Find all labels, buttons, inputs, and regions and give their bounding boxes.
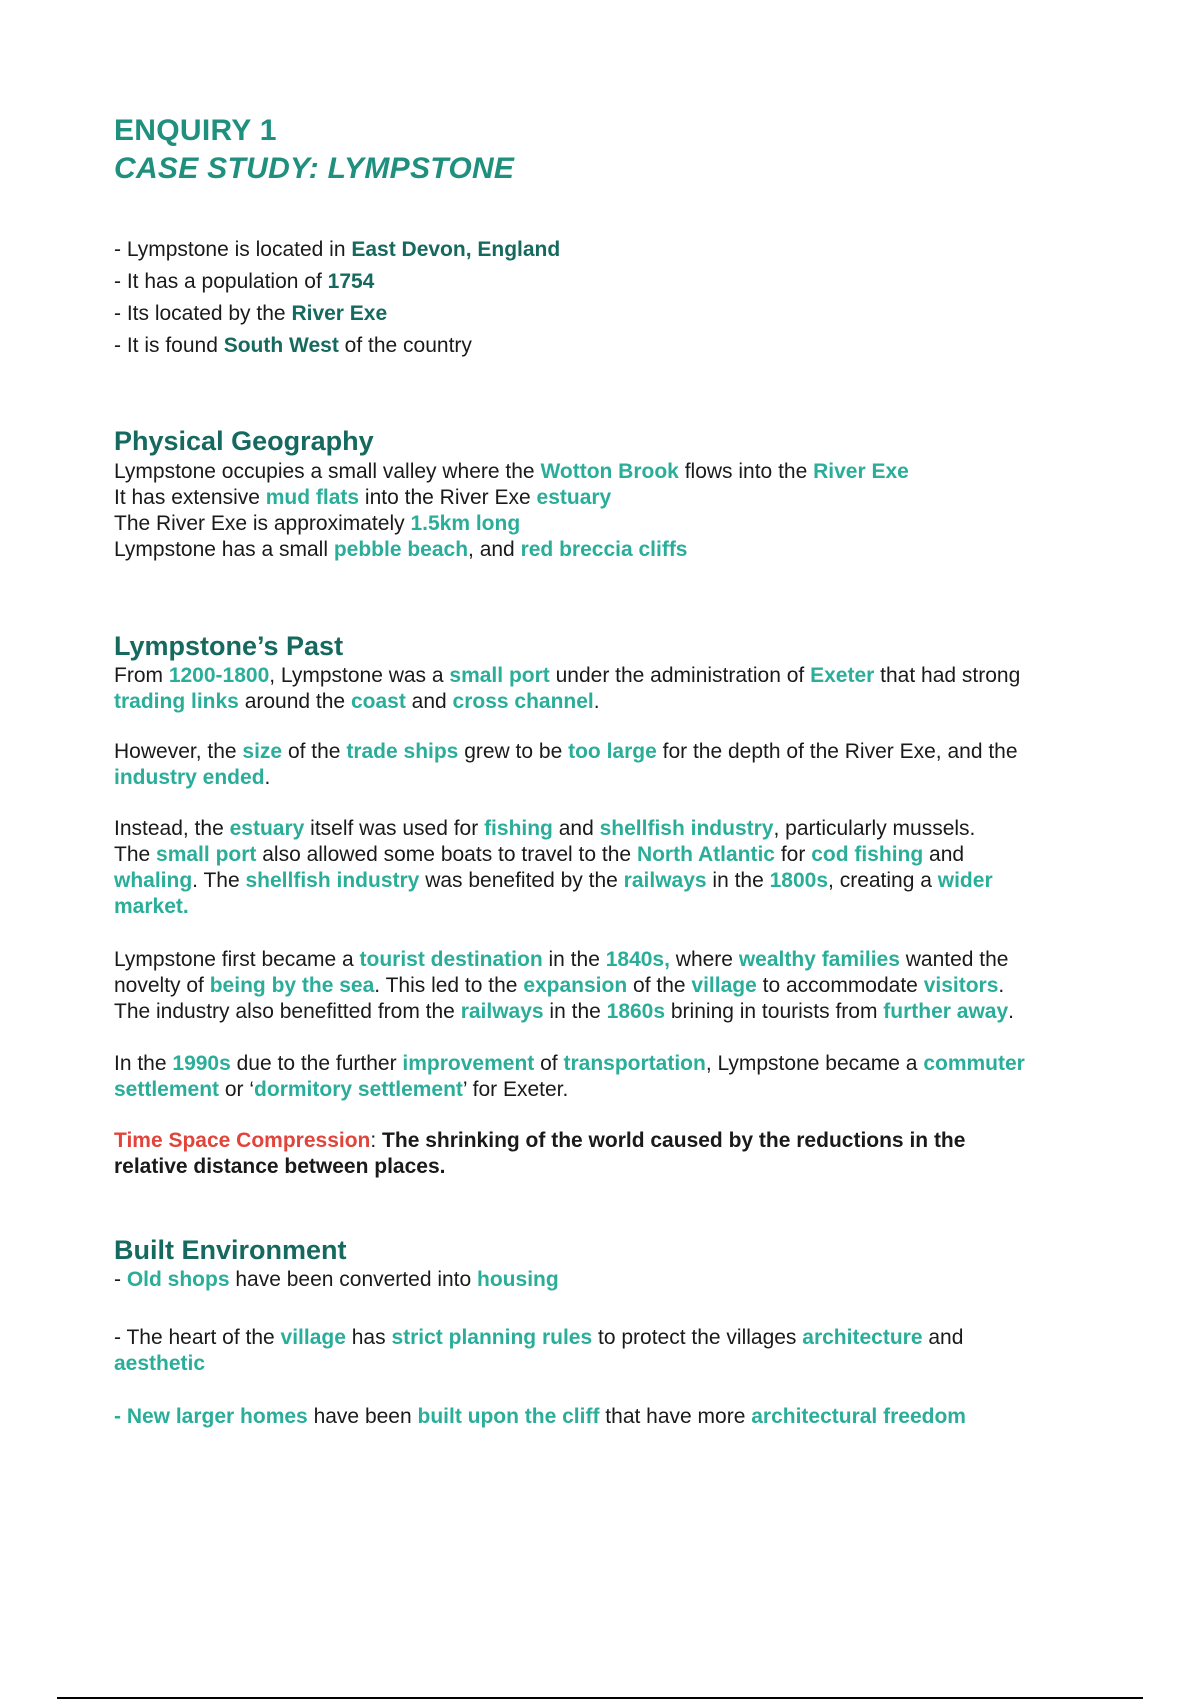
text-line <box>114 485 1094 511</box>
highlighted-term: River Exe <box>813 460 909 483</box>
text-span: grew to be <box>458 740 569 763</box>
highlighted-term: commuter <box>923 1052 1025 1075</box>
text-span: was benefited by the <box>419 869 624 892</box>
past-heading: Lympstone’s Past <box>114 631 344 661</box>
highlighted-term: 1.5km long <box>410 512 521 535</box>
text-span: . This led to the <box>374 974 524 997</box>
enquiry-title: ENQUIRY 1 <box>114 114 277 147</box>
past-paragraph-1 <box>114 663 1094 715</box>
text-span: , particularly mussels. <box>773 817 976 840</box>
highlighted-term: housing <box>477 1268 559 1291</box>
text-span: under the administration of <box>549 664 811 687</box>
text-span: - Lympstone is located in <box>114 238 352 261</box>
text-span: From <box>114 664 169 687</box>
highlighted-term: Wotton Brook <box>540 460 679 483</box>
text-span: Lympstone first became a <box>114 948 360 971</box>
highlighted-term: shellfish industry <box>599 817 774 840</box>
highlighted-term: trading links <box>114 690 239 713</box>
text-span: that have more <box>599 1405 752 1428</box>
text-span: to accommodate <box>756 974 924 997</box>
text-span: - The heart of the <box>114 1326 281 1349</box>
text-line <box>114 511 1094 537</box>
text-span: , and <box>468 538 521 561</box>
text-line <box>114 842 1094 868</box>
highlighted-term: shellfish industry <box>245 869 420 892</box>
text-span: - Its located by the <box>114 302 292 325</box>
highlighted-term: transportation <box>563 1052 706 1075</box>
highlighted-term: built upon the cliff <box>417 1405 600 1428</box>
text-span: have been <box>307 1405 418 1428</box>
text-line <box>114 894 1094 920</box>
text-span: in the <box>542 948 606 971</box>
text-span: into the River Exe <box>359 486 537 509</box>
text-span: where <box>669 948 739 971</box>
text-span: around the <box>238 690 351 713</box>
text-span: - It has a population of <box>114 270 328 293</box>
highlighted-term: 1800s <box>769 869 829 892</box>
text-line <box>114 868 1094 894</box>
physical-geography-text <box>114 459 1094 563</box>
highlighted-term: 1990s <box>172 1052 231 1075</box>
text-span: brining in tourists from <box>665 1000 884 1023</box>
text-span: of <box>534 1052 564 1075</box>
past-paragraph-3 <box>114 816 1094 920</box>
text-span: In the <box>114 1052 173 1075</box>
highlighted-term: small port <box>156 843 257 866</box>
built-bullet-2 <box>114 1325 1094 1377</box>
highlighted-term: South West <box>223 334 339 357</box>
text-line <box>114 1051 1094 1077</box>
text-span: and <box>552 817 600 840</box>
text-line <box>114 999 1094 1025</box>
page-divider <box>57 1697 1143 1699</box>
highlighted-term: 1860s <box>606 1000 666 1023</box>
past-paragraph-5 <box>114 1051 1094 1103</box>
highlighted-term: 1840s, <box>605 948 670 971</box>
text-span: itself was used for <box>304 817 485 840</box>
text-span: for the depth of the River Exe, and the <box>656 740 1018 763</box>
text-span: , creating a <box>828 869 938 892</box>
highlighted-term: too large <box>568 740 657 763</box>
highlighted-term: - <box>114 1405 127 1428</box>
text-span: of the country <box>338 334 472 357</box>
text-line <box>114 947 1094 973</box>
text-span: and <box>923 843 965 866</box>
highlighted-term: industry ended <box>114 766 265 789</box>
highlighted-term: wider <box>937 869 993 892</box>
text-line <box>114 739 1094 765</box>
text-span: . <box>593 690 600 713</box>
highlighted-term: small port <box>449 664 550 687</box>
intro-list <box>114 234 1094 362</box>
text-span: have been converted into <box>229 1268 478 1291</box>
text-span: : <box>370 1129 383 1152</box>
text-line <box>114 1154 1094 1180</box>
text-span: . <box>998 974 1005 997</box>
highlighted-term: 1200-1800 <box>168 664 270 687</box>
past-paragraph-2 <box>114 739 1094 791</box>
highlighted-term: settlement <box>114 1078 220 1101</box>
highlighted-term: expansion <box>523 974 628 997</box>
text-line <box>114 1128 1094 1154</box>
built-bullet-1 <box>114 1267 1094 1293</box>
highlighted-term: whaling <box>114 869 193 892</box>
highlighted-term: aesthetic <box>114 1352 206 1375</box>
highlighted-term: estuary <box>229 817 305 840</box>
text-line <box>114 1404 1094 1430</box>
text-line <box>114 689 1094 715</box>
highlighted-term: The shrinking of the world caused by the reductions in the <box>382 1129 966 1152</box>
text-span: of the <box>627 974 692 997</box>
text-line <box>114 537 1094 563</box>
text-line <box>114 973 1094 999</box>
highlighted-term: Old shops <box>126 1268 230 1291</box>
text-line <box>114 1077 1094 1103</box>
text-line <box>114 459 1094 485</box>
text-span: Lympstone occupies a small valley where the <box>114 460 541 483</box>
highlighted-term: Time Space Compression <box>114 1129 371 1152</box>
text-span: has <box>345 1326 392 1349</box>
highlighted-term: trade ships <box>346 740 459 763</box>
highlighted-term: cross channel <box>452 690 594 713</box>
text-span: that had strong <box>874 664 1021 687</box>
text-line <box>114 298 1094 330</box>
text-line <box>114 1267 1094 1293</box>
text-span: and <box>405 690 453 713</box>
highlighted-term: Exeter <box>810 664 875 687</box>
text-span: in the <box>543 1000 607 1023</box>
physical-geography-heading: Physical Geography <box>114 426 374 456</box>
highlighted-term: pebble beach <box>333 538 469 561</box>
highlighted-term: East Devon, England <box>351 238 561 261</box>
highlighted-term: relative distance between places. <box>114 1155 446 1178</box>
highlighted-term: visitors <box>923 974 999 997</box>
text-span: . <box>264 766 271 789</box>
text-span: Lympstone has a small <box>114 538 334 561</box>
highlighted-term: size <box>242 740 283 763</box>
highlighted-term: railways <box>623 869 707 892</box>
text-span: The <box>114 843 157 866</box>
text-line <box>114 663 1094 689</box>
highlighted-term: coast <box>350 690 406 713</box>
highlighted-term: architectural freedom <box>751 1405 966 1428</box>
highlighted-term: River Exe <box>291 302 388 325</box>
text-line <box>114 266 1094 298</box>
highlighted-term: dormitory settlement <box>254 1078 463 1101</box>
highlighted-term: market. <box>114 895 189 918</box>
text-span: for <box>775 843 812 866</box>
highlighted-term: estuary <box>536 486 612 509</box>
highlighted-term: railways <box>460 1000 544 1023</box>
highlighted-term: architecture <box>802 1326 923 1349</box>
text-span: and <box>922 1326 964 1349</box>
text-span: also allowed some boats to travel to the <box>256 843 637 866</box>
text-span: due to the further <box>230 1052 403 1075</box>
highlighted-term: village <box>691 974 757 997</box>
text-span: - <box>114 1268 127 1291</box>
highlighted-term: cod fishing <box>811 843 924 866</box>
text-span: wanted the <box>899 948 1009 971</box>
text-span: or ‘ <box>219 1078 255 1101</box>
text-span: . The <box>192 869 246 892</box>
highlighted-term: further away <box>883 1000 1009 1023</box>
highlighted-term: village <box>280 1326 346 1349</box>
highlighted-term: being by the sea <box>209 974 375 997</box>
text-span: However, the <box>114 740 243 763</box>
highlighted-term: wealthy families <box>738 948 900 971</box>
highlighted-term: mud flats <box>265 486 360 509</box>
highlighted-term: New larger homes <box>126 1405 308 1428</box>
text-line <box>114 1351 1094 1377</box>
highlighted-term: 1754 <box>327 270 375 293</box>
case-study-title: CASE STUDY: LYMPSTONE <box>114 152 515 185</box>
highlighted-term: improvement <box>402 1052 535 1075</box>
highlighted-term: fishing <box>484 817 553 840</box>
text-span: The industry also benefitted from the <box>114 1000 461 1023</box>
text-span: The River Exe is approximately <box>114 512 411 535</box>
highlighted-term: strict planning rules <box>391 1326 593 1349</box>
text-span: . <box>1008 1000 1015 1023</box>
text-span: of the <box>282 740 347 763</box>
text-span: to protect the villages <box>592 1326 803 1349</box>
built-environment-heading: Built Environment <box>114 1235 347 1265</box>
built-bullet-3 <box>114 1404 1094 1430</box>
text-span: , Lympstone was a <box>269 664 450 687</box>
text-line <box>114 1325 1094 1351</box>
highlighted-term: tourist destination <box>359 948 543 971</box>
text-span: It has extensive <box>114 486 266 509</box>
text-line <box>114 330 1094 362</box>
time-space-compression-definition <box>114 1128 1094 1180</box>
text-span: in the <box>706 869 770 892</box>
text-span: , Lympstone became a <box>705 1052 924 1075</box>
text-span: - It is found <box>114 334 224 357</box>
text-line <box>114 816 1094 842</box>
text-span: novelty of <box>114 974 210 997</box>
text-line <box>114 765 1094 791</box>
highlighted-term: North Atlantic <box>636 843 775 866</box>
text-span: Instead, the <box>114 817 230 840</box>
text-span: ’ for Exeter. <box>462 1078 569 1101</box>
text-span: flows into the <box>678 460 814 483</box>
text-line <box>114 234 1094 266</box>
past-paragraph-4 <box>114 947 1094 1025</box>
highlighted-term: red breccia cliffs <box>520 538 688 561</box>
